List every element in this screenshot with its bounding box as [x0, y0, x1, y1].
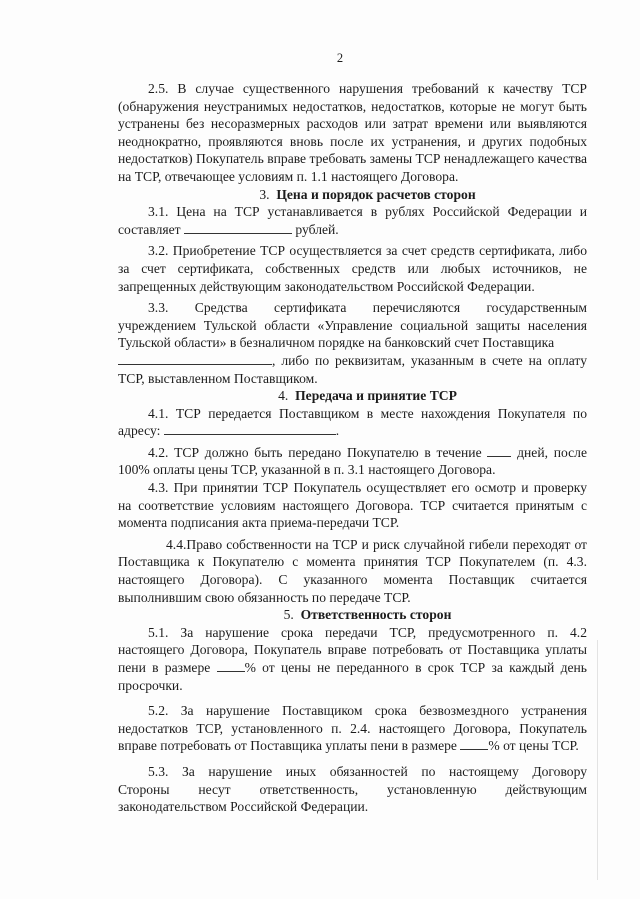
clause-4-4: 4.4.Право собственности на ТСР и риск случайной гибели переходят от Поставщика к Покупателю с момента принятия ТСР Покупателем (п. 4.3. настоящего Договора). С указанного момента Поставщик считается выполнившим свою обязанность по передаче ТСР.: [118, 536, 587, 605]
clause-4-2-tail: дней, после 100% оплаты цены ТСР, указанной в п. 3.1 настоящего Договора.: [118, 444, 587, 478]
section-3-title: Цена и порядок расчетов сторон: [276, 186, 476, 202]
clause-5-3-line-3: законодательством Российской Федерации.: [118, 799, 369, 815]
section-5-heading: [118, 606, 587, 624]
clause-3-3: [118, 317, 587, 387]
clause-4-1-text: 4.1. ТСР передается Поставщиком в месте нахождения Покупателя по адресу:: [118, 405, 587, 439]
section-4-title: Передача и принятие ТСР: [295, 388, 457, 404]
clause-3-1-text: 3.1. Цена на ТСР устанавливается в рублях Российской Федерации и составляет: [118, 204, 587, 237]
penalty-rate-blank-1: [217, 659, 245, 672]
clause-4-1: [118, 405, 587, 440]
page-number: 2: [336, 51, 344, 65]
days-blank: [487, 444, 511, 457]
clause-4-3: 4.3. При принятии ТСР Покупатель осуществляет его осмотр и проверку на соответствие условиям настоящего Договора. ТСР считается принятым с момента подписания акта приема-передачи ТСР.: [118, 480, 587, 531]
clause-4-2-text: 4.2. ТСР должно быть передано Покупателю в течение: [148, 444, 482, 460]
clause-3-2: 3.2. Приобретение ТСР осуществляется за счет средств сертификата, либо за счет сертификата, собственных средств или любых источников, не запрещенных действующим законодательством Российской Федерации.: [118, 243, 587, 294]
section-4-number: 4.: [278, 388, 289, 404]
scan-edge-line: [597, 640, 598, 880]
clause-2-5: 2.5. В случае существенного нарушения требований к качеству ТСР (обнаружения неустранимых недостатков, недостатков, которые не могут быть устранены без несоразмерных расходов или затрат времени или выявляются неоднократно, проявляются вновь после их устранения, и других подобных недостатков) Покупатель вправе требовать замены ТСР ненадлежащего качества на ТСР, отвечающее условиям п. 1.1 настоящего Договора.: [118, 81, 587, 184]
section-3-heading: [118, 186, 587, 204]
clause-5-3-line-2: Стороны несут ответственность, установленную действующим: [118, 781, 587, 797]
clause-3-3-tail: , либо по реквизитам, указанным в счете на оплату ТСР, выставленном Поставщиком.: [118, 352, 587, 386]
penalty-rate-blank-2: [460, 737, 488, 750]
clause-3-3-text: учреждением Тульской области «Управление социальной защиты населения Тульской области» в безналичном порядке на банковский счет Поставщика: [118, 317, 587, 351]
clause-5-1-text: 5.1. За нарушение срока передачи ТСР, предусмотренного п. 4.2 настоящего Договора, Покупатель вправе потребовать от Поставщика уплаты пени в размере: [118, 624, 587, 675]
section-5-title: Ответственность сторон: [300, 607, 452, 623]
clause-3-1-tail: рублей.: [295, 221, 339, 237]
section-5-number: 5.: [283, 607, 294, 623]
address-blank: [164, 422, 336, 435]
clause-5-2: [118, 702, 587, 755]
clause-5-1: [118, 624, 587, 694]
document-body: [118, 80, 587, 816]
clause-3-1: [118, 203, 587, 238]
clause-4-1-tail: .: [335, 423, 340, 439]
price-blank: [184, 221, 292, 234]
clause-3-3-line-1: 3.3. Средства сертификата перечисляются государственным: [148, 300, 587, 316]
clause-4-2: [118, 444, 587, 479]
section-3-number: 3.: [259, 186, 270, 202]
bank-account-blank: [118, 352, 272, 365]
clause-5-1-tail: % от цены не переданного в срок ТСР за каждый день просрочки.: [118, 660, 587, 693]
clause-5-2-tail: % от цены ТСР.: [488, 738, 579, 754]
clause-5-3-line-1: 5.3. За нарушение иных обязанностей по настоящему Договору: [148, 763, 587, 779]
clause-5-2-text: 5.2. За нарушение Поставщиком срока безвозмездного устранения недостатков ТСР, установленного п. 2.4. настоящего Договора, Покупатель вправе потребовать от Поставщика уплаты пени в размере: [118, 703, 587, 754]
section-4-heading: [118, 387, 587, 405]
